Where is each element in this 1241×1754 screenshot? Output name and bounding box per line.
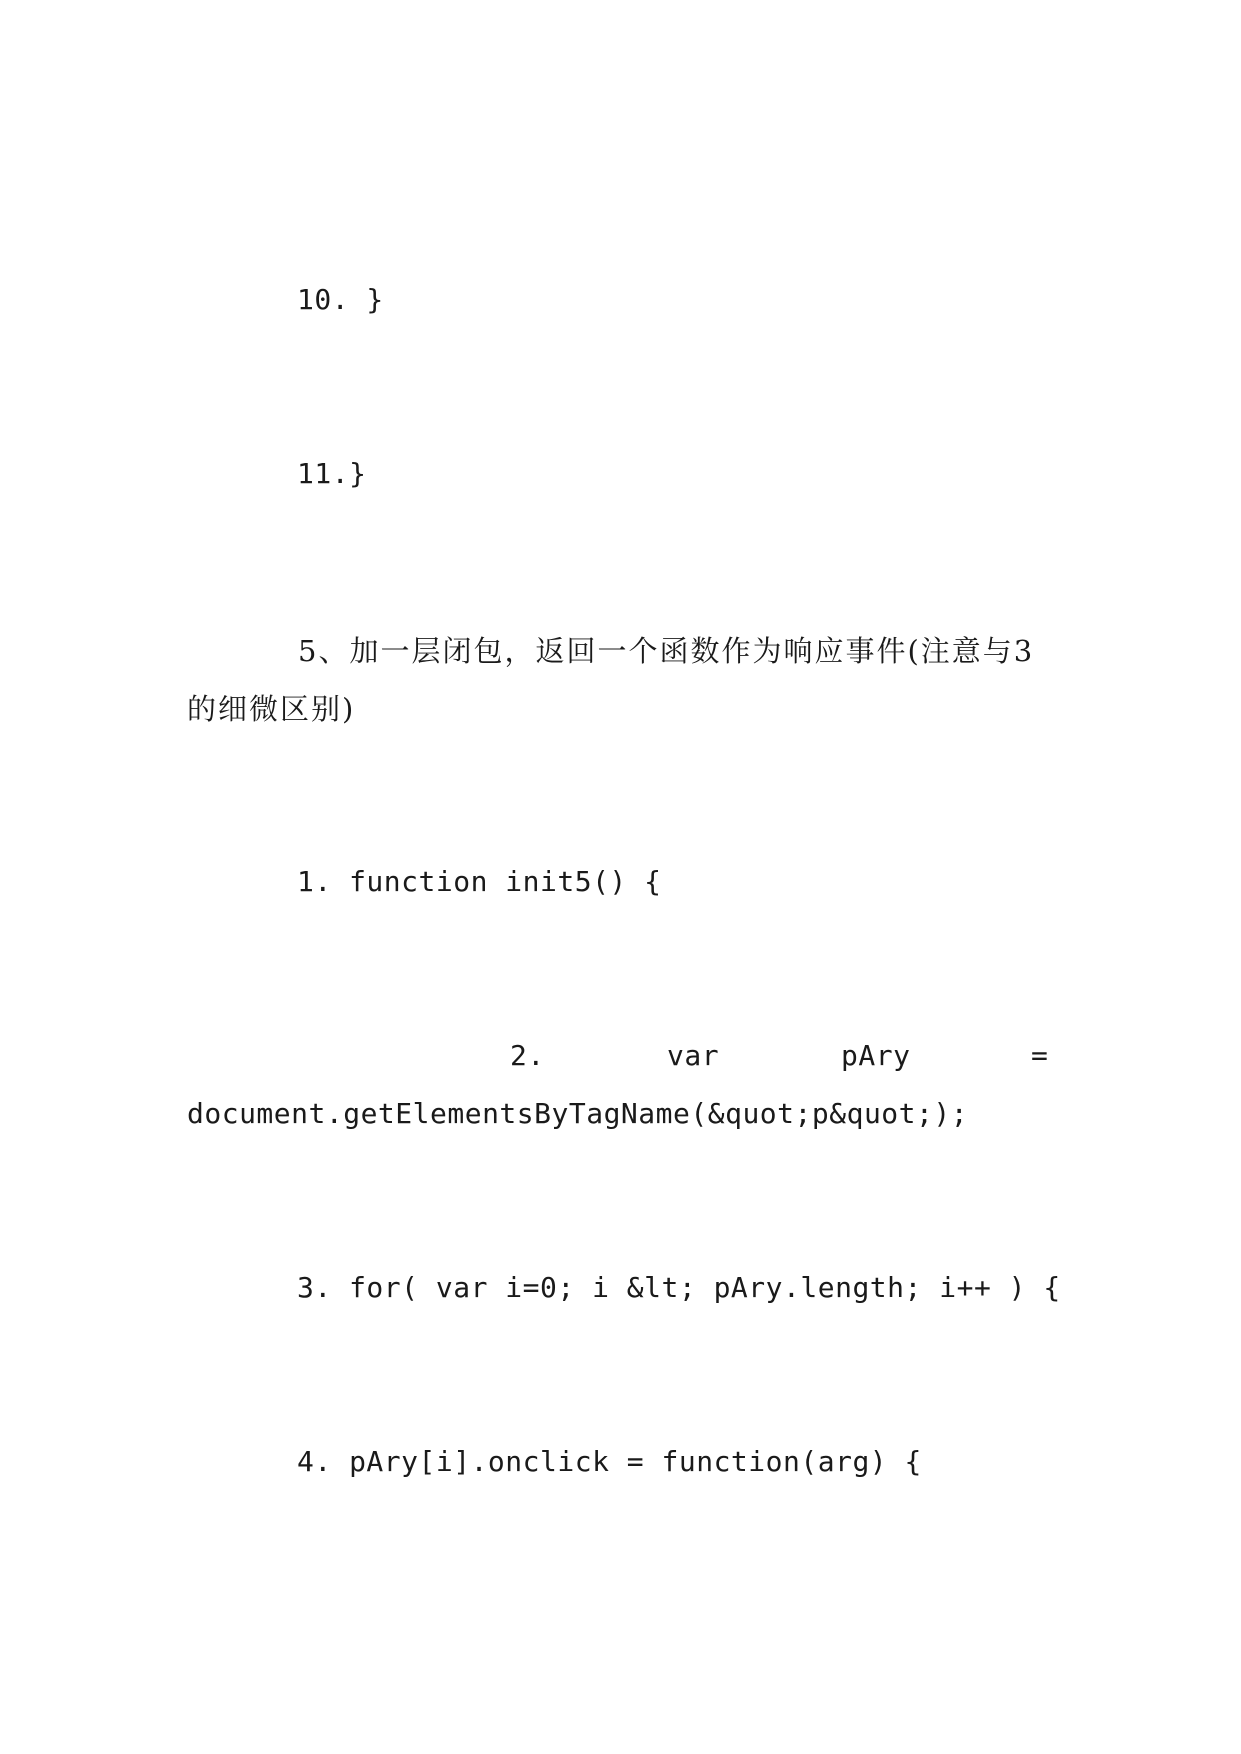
code-line-2-variable: pAry	[841, 1039, 911, 1072]
code-line-2-continuation: document.getElementsByTagName(&quot;p&quot;);	[187, 1097, 969, 1130]
code-line-3: 3. for( var i=0; i &lt; pAry.length; i++ ) {	[297, 1271, 1061, 1304]
code-line-1: 1. function init5() {	[297, 865, 662, 898]
code-line-4: 4. pAry[i].onclick = function(arg) {	[297, 1445, 922, 1478]
code-line-11: 11.}	[297, 457, 367, 490]
code-line-2-number: 2.	[510, 1039, 545, 1072]
code-line-2-keyword: var	[667, 1039, 720, 1072]
code-line-10: 10. }	[297, 283, 384, 316]
section-heading-5: 5、加一层闭包，返回一个函数作为响应事件(注意与3的细微区别)	[187, 634, 1035, 726]
code-line-2-operator: =	[1031, 1039, 1049, 1072]
